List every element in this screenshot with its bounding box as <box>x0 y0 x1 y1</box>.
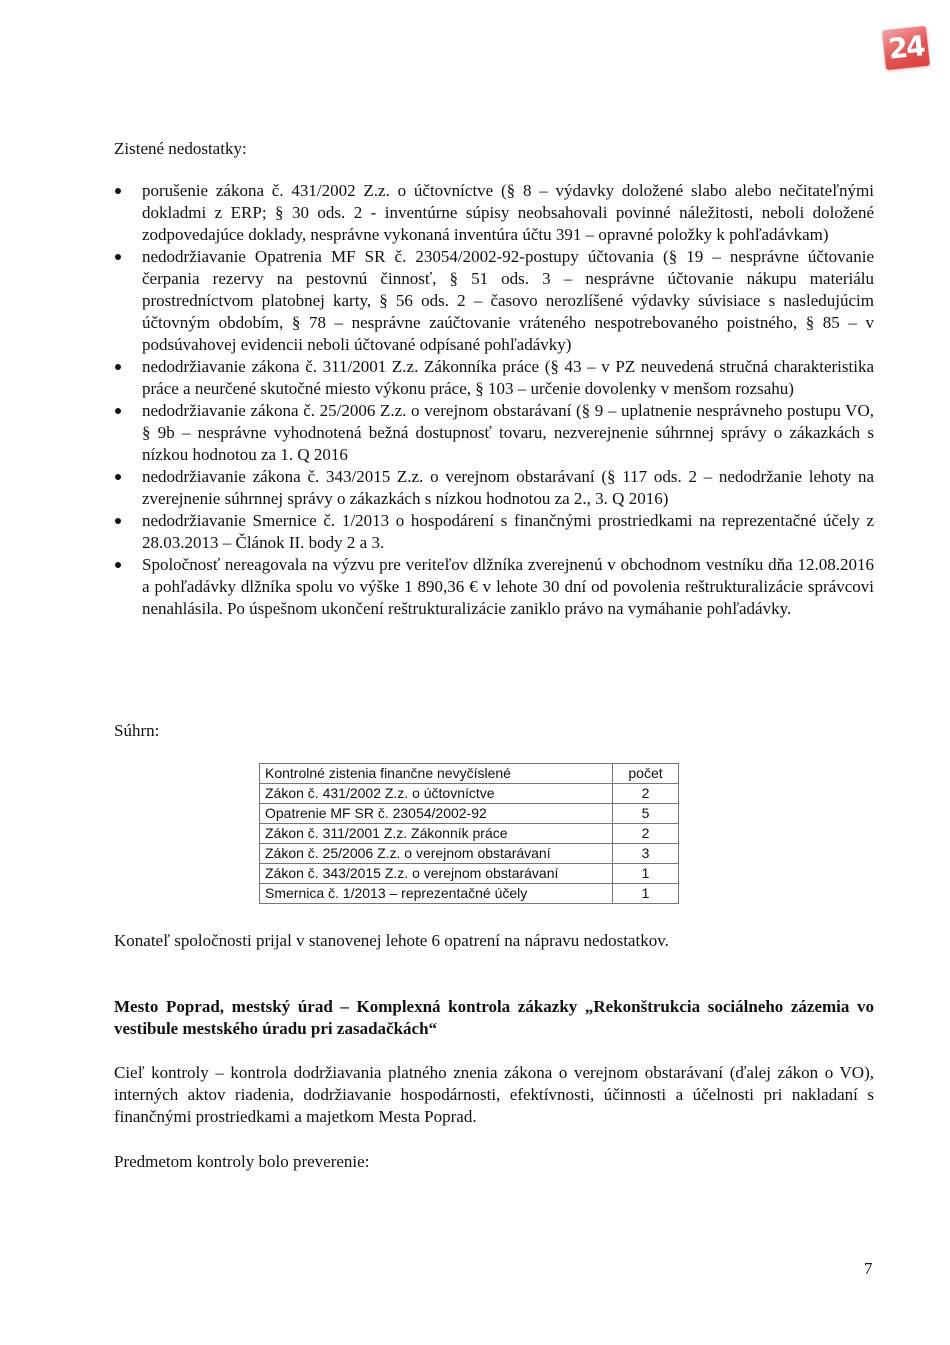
row-count: 1 <box>613 864 679 884</box>
header-cell-count: počet <box>613 764 679 784</box>
goal-paragraph: Cieľ kontroly – kontrola dodržiavania platného znenia zákona o verejnom obstarávaní (ďalej zákon o VO), interných aktov riadenia, dodržiavanie hospodárnosti, efektívnosti, účinnosti a účelnosti pri nakladaní s finančnými prostriedkami a majetkom Mesta Poprad. <box>114 1063 874 1126</box>
bullet-icon <box>115 188 121 194</box>
list-item <box>114 400 874 466</box>
row-count: 2 <box>613 784 679 804</box>
row-count: 5 <box>613 804 679 824</box>
section-heading: Mesto Poprad, mestský úrad – Komplexná kontrola zákazky „Rekonštrukcia sociálneho zázemia vo vestibule mestského úradu pri zasadačkách“ <box>114 997 874 1038</box>
row-count: 3 <box>613 844 679 864</box>
table-row <box>260 844 679 864</box>
finding-text: nedodržiavanie zákona č. 311/2001 Z.z. Zákonníka práce (§ 43 – v PZ neuvedená stručná charakteristika práce a neurčené skutočné miesto výkonu práce, § 103 – určenie dovolenky v menšom rozsahu) <box>142 357 874 398</box>
site-logo-24-icon: 24 <box>882 26 930 70</box>
findings-list <box>114 180 874 620</box>
list-item <box>114 466 874 510</box>
summary-table <box>259 763 679 904</box>
summary-label: Súhrn: <box>114 721 160 740</box>
table-row <box>260 824 679 844</box>
finding-text: Spoločnosť nereagovala na výzvu pre veriteľov dlžníka zverejnenú v obchodnom vestníku dňa 12.08.2016 a pohľadávky dlžníka spolu vo výške 1 890,36 € v lehote 30 dní od povolenia reštrukturalizácie správcovi nenahlásila. Po úspešnom ukončení reštrukturalizácie zaniklo právo na vymáhanie pohľadávky. <box>142 555 874 618</box>
row-count: 1 <box>613 884 679 904</box>
row-label: Opatrenie MF SR č. 23054/2002-92 <box>260 804 613 824</box>
bullet-icon <box>115 474 121 480</box>
header-cell-findings: Kontrolné zistenia finančne nevyčíslené <box>260 764 613 784</box>
finding-text: nedodržiavanie zákona č. 343/2015 Z.z. o verejnom obstarávaní (§ 117 ods. 2 – nedodržanie lehoty na zverejnenie súhrnnej správy o zákazkách s nízkou hodnotou za 2., 3. Q 2016) <box>142 467 874 508</box>
table-row <box>260 804 679 824</box>
row-count: 2 <box>613 824 679 844</box>
bullet-icon <box>115 364 121 370</box>
finding-text: nedodržiavanie Smernice č. 1/2013 o hospodárení s finančnými prostriedkami na reprezentačné účely z 28.03.2013 – Článok II. body 2 a 3. <box>142 511 874 552</box>
row-label: Smernica č. 1/2013 – reprezentačné účely <box>260 884 613 904</box>
table-row <box>260 784 679 804</box>
row-label: Zákon č. 343/2015 Z.z. o verejnom obstarávaní <box>260 864 613 884</box>
list-item <box>114 246 874 356</box>
bullet-icon <box>115 562 121 568</box>
finding-text: nedodržiavanie zákona č. 25/2006 Z.z. o verejnom obstarávaní (§ 9 – uplatnenie nesprávneho postupu VO, § 9b – nesprávne vyhodnotená bežná dostupnosť tovaru, nezverejnenie súhrnnej správy o zákazkách s nízkou hodnotou za 1. Q 2016 <box>142 401 874 464</box>
page-number: 7 <box>864 1259 873 1278</box>
list-item <box>114 510 874 554</box>
findings-heading: Zistené nedostatky: <box>114 139 247 158</box>
subject-paragraph: Predmetom kontroly bolo preverenie: <box>114 1152 370 1171</box>
konatel-paragraph: Konateľ spoločnosti prijal v stanovenej lehote 6 opatrení na nápravu nedostatkov. <box>114 931 669 950</box>
finding-text: porušenie zákona č. 431/2002 Z.z. o účtovníctve (§ 8 – výdavky doložené slabo alebo nečitateľnými dokladmi z ERP; § 30 ods. 2 - inventúrne súpisy neobsahovali povinné náležitosti, neboli doložené zodpovedajúce doklady, nesprávne vykonaná inventúra účtu 391 – opravné položky k pohľadávkam) <box>142 181 874 244</box>
table-row <box>260 864 679 884</box>
list-item <box>114 180 874 246</box>
bullet-icon <box>115 254 121 260</box>
list-item <box>114 356 874 400</box>
row-label: Zákon č. 311/2001 Z.z. Zákonník práce <box>260 824 613 844</box>
table-row <box>260 884 679 904</box>
list-item <box>114 554 874 620</box>
row-label: Zákon č. 431/2002 Z.z. o účtovníctve <box>260 784 613 804</box>
bullet-icon <box>115 408 121 414</box>
row-label: Zákon č. 25/2006 Z.z. o verejnom obstarávaní <box>260 844 613 864</box>
table-header-row <box>260 764 679 784</box>
bullet-icon <box>115 518 121 524</box>
finding-text: nedodržiavanie Opatrenia MF SR č. 23054/2002-92-postupy účtovania (§ 19 – nesprávne účtovanie čerpania rezervy na pestovnú činnosť, § 51 ods. 3 – nesprávne účtovanie nákupu materiálu prostredníctvom platobnej karty, § 56 ods. 2 – časovo nerozlíšené výdavky súvisiace s nasledujúcim účtovným obdobím, § 78 – nesprávne zaúčtovanie vráteného nespotrebovaného poistného, § 85 – v podsúvahovej evidencii neboli účtované odpísané pohľadávky) <box>142 247 874 354</box>
